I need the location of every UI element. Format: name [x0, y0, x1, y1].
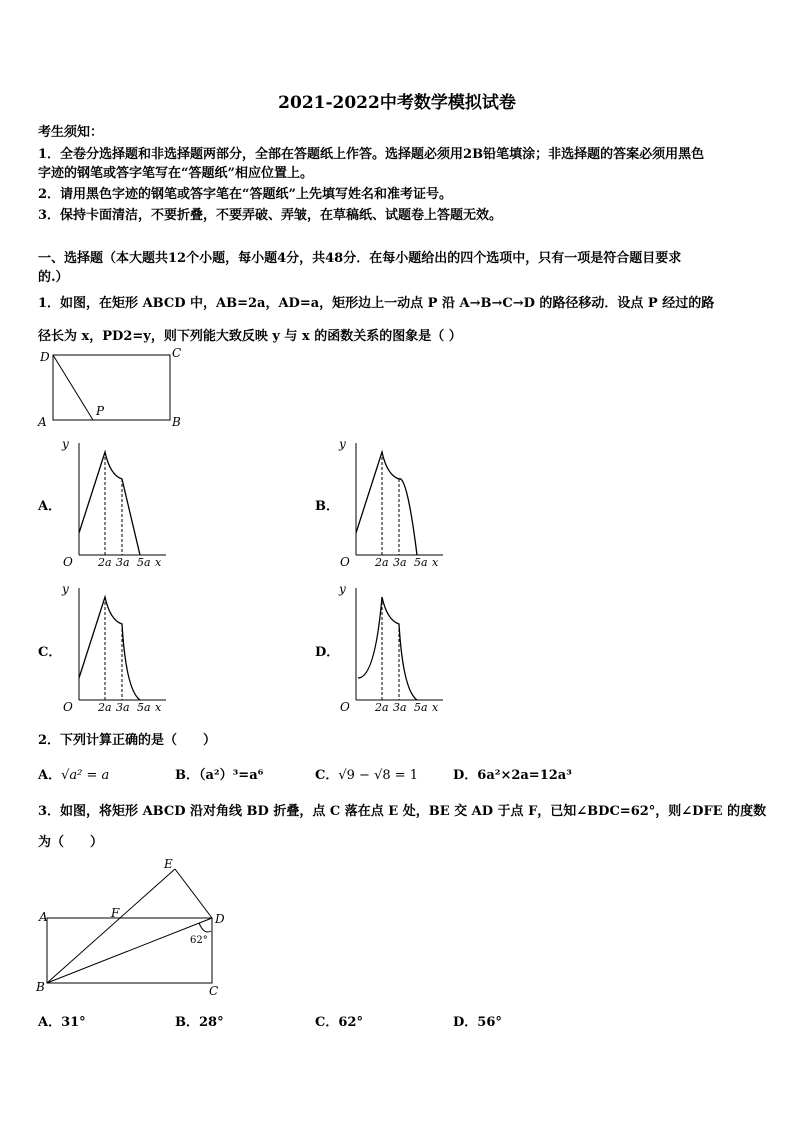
notice-item-1: 1．全卷分选择题和非选择题两部分，全部在答题纸上作答。选择题必须用2B铅笔填涂；非选择题的答案必须用黑色 — [38, 147, 705, 162]
q1-graph-c[interactable] — [58, 580, 173, 715]
q2-stem: 2．下列计算正确的是（ ） — [38, 733, 217, 748]
q1-graph-d[interactable] — [335, 580, 450, 715]
label-angle-62: 62° — [190, 935, 208, 946]
option-label: A． — [38, 768, 62, 783]
option-label: B． — [175, 1015, 199, 1030]
q3-fold-figure — [35, 855, 230, 1000]
q2-option-c[interactable] — [315, 764, 418, 783]
q1-option-c-label[interactable]: C． — [38, 645, 62, 660]
option-label: C． — [315, 1015, 339, 1030]
q3-stem-line2: 为（ ） — [38, 835, 104, 850]
option-text: （a²）³=a⁶ — [199, 768, 264, 783]
option-text: 28° — [199, 1015, 224, 1030]
option-label: D． — [453, 1015, 478, 1030]
label-e: E — [164, 857, 173, 871]
tick-2a: 2a — [375, 701, 389, 714]
option-text: 6a²×2a=12a³ — [477, 768, 572, 783]
x-label: x — [432, 556, 439, 569]
angle-arc — [199, 923, 211, 932]
label-d: D — [40, 350, 50, 364]
origin-label: O — [340, 700, 350, 714]
y-label: y — [339, 582, 346, 596]
tick-3a: 3a — [116, 701, 130, 714]
option-text: √9 − √8 = 1 — [338, 768, 419, 783]
section-heading: 一、选择题（本大题共12个小题，每小题4分，共48分．在每小题给出的四个选项中，只有一项是符合题目要求 — [38, 251, 682, 266]
function-curve — [79, 597, 140, 700]
label-d: D — [215, 912, 225, 926]
function-curve — [358, 597, 417, 700]
option-label: A． — [38, 1015, 62, 1030]
label-p: P — [96, 404, 105, 418]
x-label: x — [432, 701, 439, 714]
y-label: y — [62, 437, 69, 451]
diagonal-bd — [47, 918, 212, 983]
tick-3a: 3a — [393, 556, 407, 569]
tick-2a: 2a — [98, 556, 112, 569]
q1-rectangle-figure — [35, 345, 185, 430]
segment-be — [47, 869, 175, 983]
q1-option-d-label[interactable]: D． — [315, 645, 340, 660]
q3-option-d[interactable] — [453, 1011, 502, 1030]
notice-heading: 考生须知： — [38, 125, 104, 140]
option-label: D． — [453, 768, 478, 783]
label-b: B — [172, 415, 181, 429]
q2-option-d[interactable] — [453, 764, 572, 783]
x-label: x — [155, 701, 162, 714]
origin-label: O — [63, 700, 73, 714]
tick-5a: 5a — [137, 701, 151, 714]
q1-option-a-label[interactable]: A． — [38, 499, 62, 514]
x-label: x — [155, 556, 162, 569]
tick-2a: 2a — [375, 556, 389, 569]
option-label: C． — [315, 768, 339, 783]
label-a: A — [38, 415, 47, 429]
label-a: A — [39, 910, 48, 924]
q1-stem-line2: 径长为 x，PD2=y，则下列能大致反映 y 与 x 的函数关系的图象是（ ） — [38, 329, 462, 344]
function-curve — [79, 452, 140, 555]
y-label: y — [339, 437, 346, 451]
label-b: B — [36, 980, 45, 994]
q1-option-b-label[interactable]: B． — [315, 499, 339, 514]
q3-stem-line1: 3．如图，将矩形 ABCD 沿对角线 BD 折叠，点 C 落在点 E 处，BE 交 AD 于点 F，已知∠BDC=62°，则∠DFE 的度数 — [38, 804, 767, 819]
q2-option-a[interactable] — [38, 764, 109, 783]
option-text: 56° — [477, 1015, 502, 1030]
segment-pd — [53, 355, 93, 420]
function-curve — [356, 452, 417, 555]
origin-label: O — [63, 555, 73, 569]
option-text: √a² = a — [61, 768, 110, 783]
notice-item-3: 3．保持卡面清洁，不要折叠，不要弄破、弄皱，在草稿纸、试题卷上答题无效。 — [38, 208, 503, 223]
label-c: C — [209, 984, 219, 998]
section-heading-cont: 的.） — [38, 270, 69, 285]
page-title: 2021-2022中考数学模拟试卷 — [278, 93, 516, 113]
origin-label: O — [340, 555, 350, 569]
option-text: 31° — [61, 1015, 86, 1030]
option-text: 62° — [338, 1015, 363, 1030]
q3-option-b[interactable] — [175, 1011, 224, 1030]
segment-ed — [175, 869, 212, 918]
tick-3a: 3a — [393, 701, 407, 714]
tick-3a: 3a — [116, 556, 130, 569]
tick-5a: 5a — [414, 701, 428, 714]
q2-option-b[interactable] — [175, 764, 263, 783]
q3-option-c[interactable] — [315, 1011, 363, 1030]
y-label: y — [62, 582, 69, 596]
q3-option-a[interactable] — [38, 1011, 86, 1030]
tick-2a: 2a — [98, 701, 112, 714]
q1-graph-a[interactable] — [58, 435, 173, 570]
label-f: F — [111, 906, 120, 920]
tick-5a: 5a — [137, 556, 151, 569]
label-c: C — [172, 346, 182, 360]
notice-item-1-cont: 字迹的钢笔或答字笔写在“答题纸”相应位置上。 — [38, 166, 313, 181]
rectangle-abcd — [53, 355, 170, 420]
q1-stem-line1: 1．如图，在矩形 ABCD 中，AB=2a，AD=a，矩形边上一动点 P 沿 A→B→C→D 的路径移动．设点 P 经过的路 — [38, 296, 715, 311]
option-label: B． — [175, 768, 199, 783]
notice-item-2: 2．请用黑色字迹的钢笔或答字笔在“答题纸”上先填写姓名和准考证号。 — [38, 187, 453, 202]
q1-graph-b[interactable] — [335, 435, 450, 570]
tick-5a: 5a — [414, 556, 428, 569]
